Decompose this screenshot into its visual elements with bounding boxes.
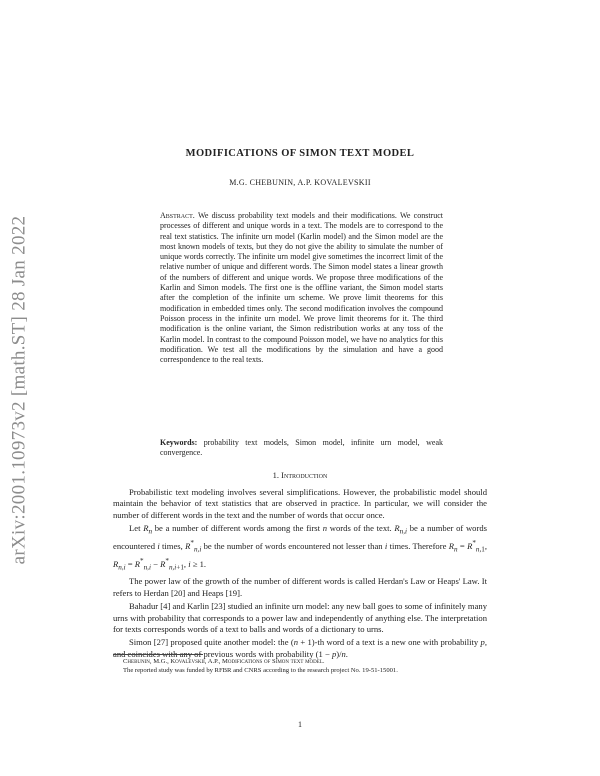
footnote-funding: The reported study was funded by RFBR and CNRS according to the research project No. 19-51-15001. xyxy=(123,667,398,674)
abstract xyxy=(160,211,443,365)
paragraph-3: The power law of the growth of the number of different words is called Herdan's Law or Heaps' Law. It refers to Herdan [20] and Heaps [19]. xyxy=(113,576,487,598)
keywords-text: probability text models, Simon model, infinite urn model, weak convergence. xyxy=(160,438,443,458)
arxiv-stamp-text: arXiv:2001.10973v2 [math.ST] 28 Jan 2022 xyxy=(8,215,29,565)
footnote-citation: Chebunin, M.G., Kovalevskii, A.P., Modifications of Simon text model. xyxy=(123,658,325,665)
paper-authors: M.G. CHEBUNIN, A.P. KOVALEVSKII xyxy=(229,178,371,187)
footnotes xyxy=(113,657,487,675)
footnote-divider xyxy=(113,654,203,655)
paper-title: MODIFICATIONS OF SIMON TEXT MODEL xyxy=(185,148,415,159)
section-heading-introduction: 1. Introduction xyxy=(272,470,328,480)
paragraph-2: Let $R_n$ be a number of different words among the first n words of the text. $R_{n,i}$ be a number of words encountered i times, $R^*_{n,i}$ be the number of words encountered not lesser than i times. Therefore $R_n = R^*_{n,1}$, $R_{n,i} = R^*_{n,i} - R^*_{n,i+1}$, i ≥ 1. xyxy=(113,523,487,572)
introduction-body xyxy=(113,487,487,662)
keywords-label: Keywords: xyxy=(160,438,198,447)
paragraph-1: Probabilistic text modeling involves several simplifications. However, the probabilistic model should maintain the behavior of text statistics that are observed in practice. In particular, we will consider the number of different words in the text and the number of words that occur once. xyxy=(113,487,487,520)
abstract-label: Abstract. xyxy=(160,211,195,220)
keywords xyxy=(160,438,443,459)
paragraph-4: Bahadur [4] and Karlin [23] studied an infinite urn model: any new ball goes to some of infinitely many urns with probability that corresponds to a power law and independently of anything else. The interpretation for texts corresponds words of a text to balls and words of a dictionary to urns. xyxy=(113,601,487,634)
paragraph-5: Simon [27] proposed quite another model: the (n + 1)-th word of a text is a new one with probability p, and coincides with any of previous words with probability (1 − p)/n. xyxy=(113,637,487,659)
page-number: 1 xyxy=(298,720,302,729)
abstract-text: We discuss probability text models and their modifications. We construct processes of different and unique words in a text. The models are to correspond to the real text statistics. The infinite urn model (Karlin model) and the Simon model are the most known models of texts, but they do not give the ability to simulate the number of unique words correctly. The infinite urn model give sometimes the incorrect limit of the relative number of unique and different words. The Simon model states a linear growth of the numbers of different and unique words. We propose three modifications of the Karlin and Simon models. The first one is the offline variant, the Simon model starts after the completion of the infinite urn scheme. We prove limit theorems for this modification in embedded times only. The second modification involves the compound Poisson process in the infinite urn model. We prove limit theorems for it. The third modification is the online variant, the Simon redistribution works at any toss of the Karlin model. In contrast to the compound Poisson model, we have no analytics for this modification. We test all the modifications by the simulation and have a good correspondence to the real texts. xyxy=(160,211,443,365)
arxiv-stamp xyxy=(4,200,34,580)
